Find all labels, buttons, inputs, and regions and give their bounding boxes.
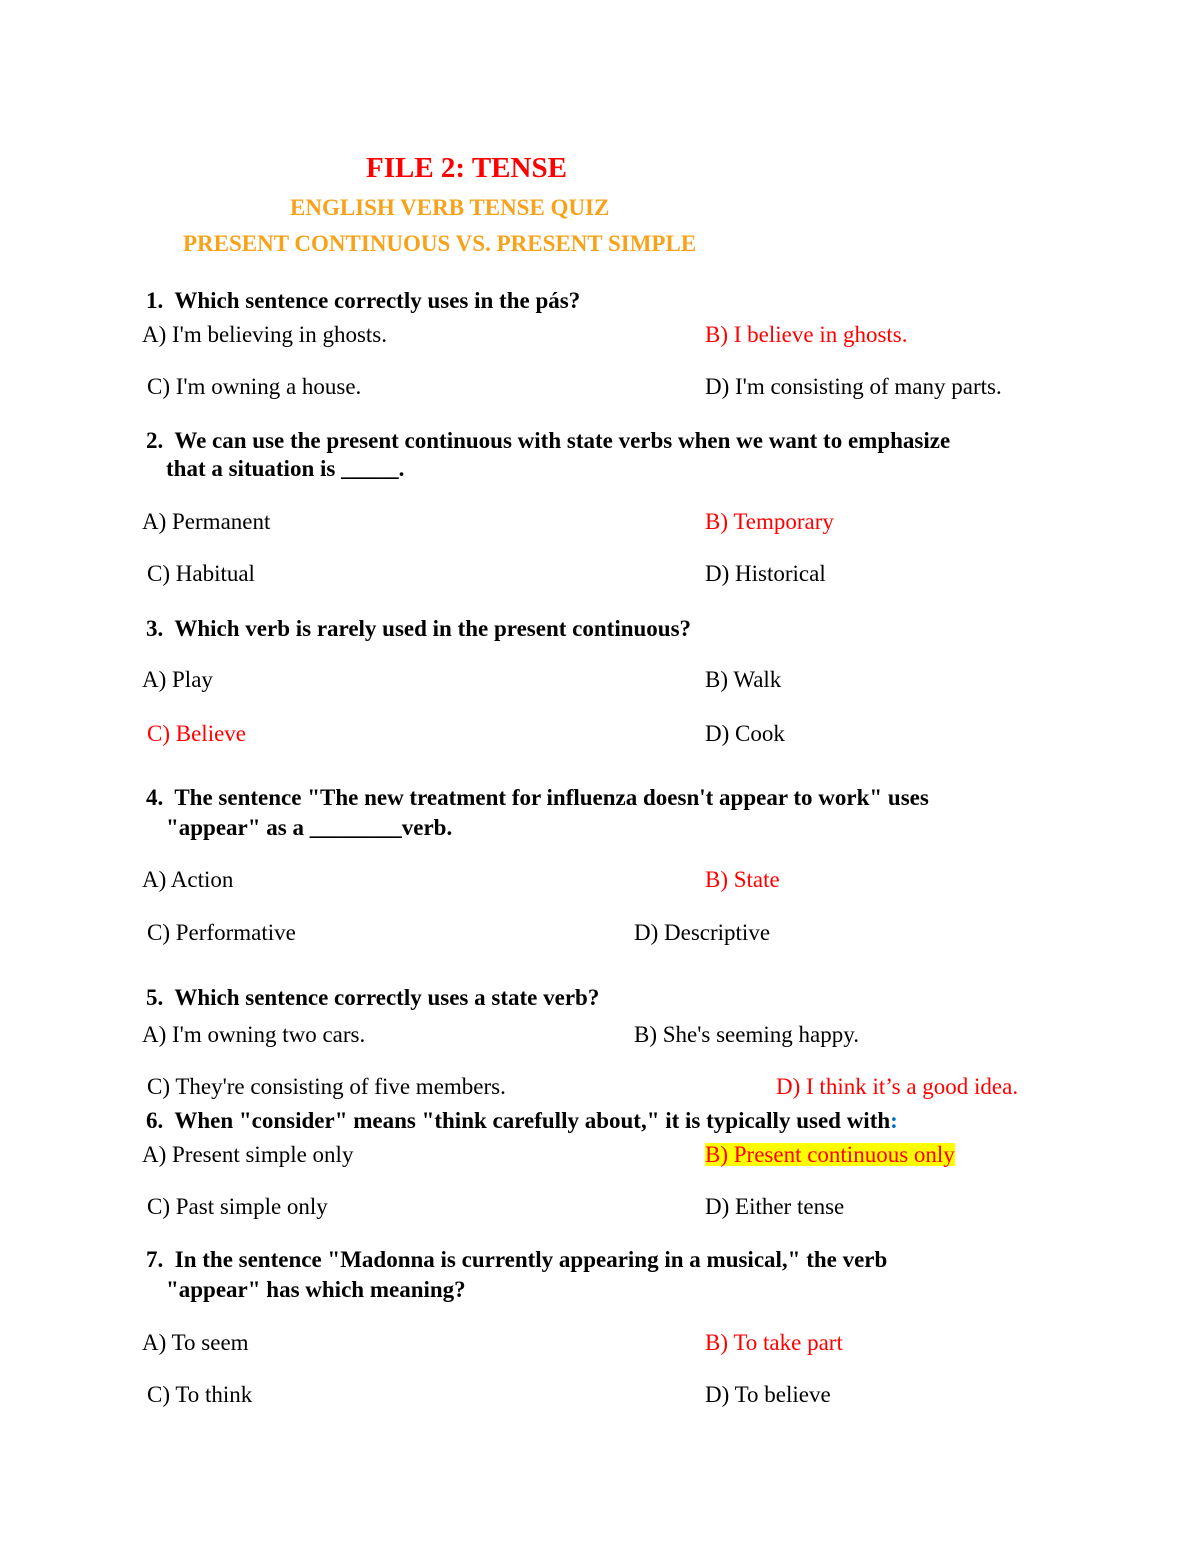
question-3 xyxy=(146,617,691,640)
q5-option-b: B) She's seeming happy. xyxy=(634,1022,859,1047)
q4-option-d: D) Descriptive xyxy=(634,920,771,945)
q7-option-d: D) To believe xyxy=(705,1382,831,1407)
q5-option-a: A) I'm owning two cars. xyxy=(142,1022,366,1047)
question-number: 2. xyxy=(146,428,164,453)
page-title: FILE 2: TENSE xyxy=(366,152,567,184)
q5-option-d-correct: D) I think it’s a good idea. xyxy=(776,1074,1019,1099)
q4-option-a: A) Action xyxy=(142,867,234,892)
question-text: Which verb is rarely used in the present continuous? xyxy=(174,616,692,641)
q7-option-c: C) To think xyxy=(147,1382,253,1407)
question-colon: : xyxy=(890,1108,898,1133)
q7-option-a: A) To seem xyxy=(142,1330,249,1355)
q3-option-a: A) Play xyxy=(142,667,213,692)
question-7 xyxy=(146,1248,887,1271)
question-2 xyxy=(146,429,950,452)
q1-option-c: C) I'm owning a house. xyxy=(147,374,362,399)
question-number: 4. xyxy=(146,785,164,810)
q1-option-a: A) I'm believing in ghosts. xyxy=(142,322,387,347)
q2-option-c: C) Habitual xyxy=(147,561,255,586)
q7-option-b-correct: B) To take part xyxy=(705,1330,843,1355)
q3-option-d: D) Cook xyxy=(705,721,785,746)
q5-option-c: C) They're consisting of five members. xyxy=(147,1074,506,1099)
q2-option-d: D) Historical xyxy=(705,561,826,586)
q1-option-d: D) I'm consisting of many parts. xyxy=(705,374,1002,399)
question-7-continued: "appear" has which meaning? xyxy=(166,1277,466,1302)
q6-option-a: A) Present simple only xyxy=(142,1142,354,1167)
q4-option-c: C) Performative xyxy=(147,920,296,945)
q2-option-a: A) Permanent xyxy=(142,509,271,534)
question-number: 1. xyxy=(146,288,164,313)
quiz-topic: PRESENT CONTINUOUS VS. PRESENT SIMPLE xyxy=(183,231,697,256)
q6-option-d: D) Either tense xyxy=(705,1194,845,1219)
question-text: In the sentence "Madonna is currently appearing in a musical," the verb xyxy=(174,1247,888,1272)
q2-option-b-correct: B) Temporary xyxy=(705,509,834,534)
q3-option-b: B) Walk xyxy=(705,667,782,692)
q1-option-b-correct: B) I believe in ghosts. xyxy=(705,322,908,347)
question-text: The sentence "The new treatment for influenza doesn't appear to work" uses xyxy=(174,785,929,810)
q6-option-c: C) Past simple only xyxy=(147,1194,328,1219)
question-number: 5. xyxy=(146,985,164,1010)
question-number: 3. xyxy=(146,616,164,641)
quiz-subtitle: ENGLISH VERB TENSE QUIZ xyxy=(290,195,610,220)
question-4 xyxy=(146,786,929,809)
question-6 xyxy=(146,1109,898,1132)
question-5 xyxy=(146,986,599,1009)
q4-option-b-correct: B) State xyxy=(705,867,780,892)
question-text: Which sentence correctly uses a state verb? xyxy=(174,985,600,1010)
question-text: When "consider" means "think carefully about," it is typically used with xyxy=(174,1108,891,1133)
question-2-continued: that a situation is _____. xyxy=(166,456,405,481)
question-text: We can use the present continuous with state verbs when we want to emphasize xyxy=(174,428,951,453)
question-number: 7. xyxy=(146,1247,164,1272)
question-4-continued: "appear" as a ________verb. xyxy=(166,815,453,840)
q3-option-c-correct: C) Believe xyxy=(147,721,246,746)
question-1 xyxy=(146,289,580,312)
question-text: Which sentence correctly uses in the pás? xyxy=(174,288,581,313)
question-number: 6. xyxy=(146,1108,164,1133)
q6-option-b-correct-highlighted: B) Present continuous only xyxy=(705,1142,955,1167)
